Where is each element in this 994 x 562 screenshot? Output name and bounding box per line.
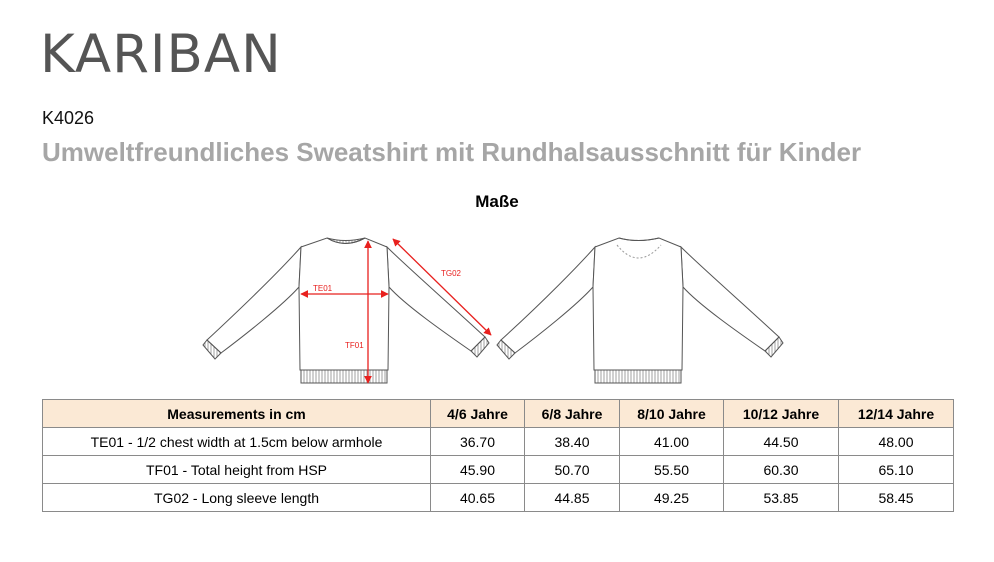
label-te01: TE01: [313, 284, 333, 293]
front-view: [203, 238, 489, 383]
row-label: TG02 - Long sleeve length: [43, 484, 431, 512]
table-cell: 44.85: [525, 484, 620, 512]
table-row: [43, 456, 954, 484]
section-title: Maße: [475, 192, 519, 211]
table-cell: 40.65: [431, 484, 525, 512]
label-tg02: TG02: [441, 269, 462, 278]
table-row: [43, 484, 954, 512]
table-cell: 60.30: [724, 456, 839, 484]
header-size-4-6: 4/6 Jahre: [431, 400, 525, 428]
table-cell: 38.40: [525, 428, 620, 456]
table-cell: 55.50: [620, 456, 724, 484]
brand-logo: KARIBAN: [40, 24, 282, 85]
row-label: TE01 - 1/2 chest width at 1.5cm below armhole: [43, 428, 431, 456]
table-cell: 48.00: [839, 428, 954, 456]
header-size-8-10: 8/10 Jahre: [620, 400, 724, 428]
table-row: [43, 428, 954, 456]
sweatshirt-diagram: [195, 225, 795, 393]
table-cell: 58.45: [839, 484, 954, 512]
table-cell: 50.70: [525, 456, 620, 484]
table-cell: 49.25: [620, 484, 724, 512]
header-measurements: Measurements in cm: [43, 400, 431, 428]
product-title: Umweltfreundliches Sweatshirt mit Rundhalsausschnitt für Kinder: [42, 137, 862, 167]
row-label: TF01 - Total height from HSP: [43, 456, 431, 484]
header-size-12-14: 12/14 Jahre: [839, 400, 954, 428]
table-cell: 41.00: [620, 428, 724, 456]
table-cell: 45.90: [431, 456, 525, 484]
product-code: K4026: [42, 108, 95, 128]
table-cell: 65.10: [839, 456, 954, 484]
header-size-6-8: 6/8 Jahre: [525, 400, 620, 428]
table-header-row: [43, 400, 954, 428]
table-cell: 44.50: [724, 428, 839, 456]
table-cell: 53.85: [724, 484, 839, 512]
header-size-10-12: 10/12 Jahre: [724, 400, 839, 428]
label-tf01: TF01: [345, 341, 364, 350]
table-cell: 36.70: [431, 428, 525, 456]
back-view: [497, 238, 783, 383]
measurements-table: [42, 399, 954, 512]
